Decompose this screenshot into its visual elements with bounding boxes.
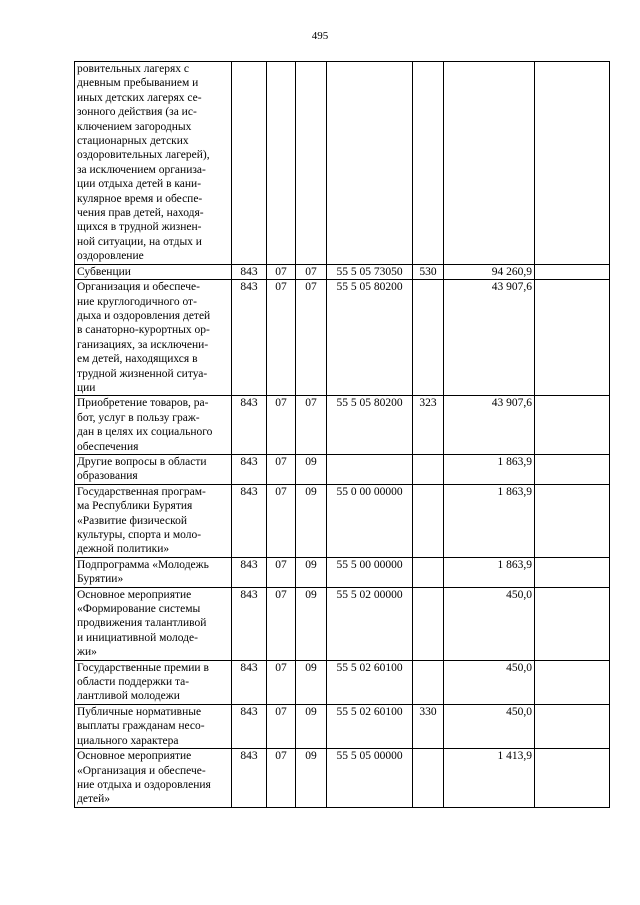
target-article-cell: 55 5 02 00000 [327,587,413,660]
amount-cell: 43 907,6 [444,280,535,396]
ministry-code-cell: 843 [232,587,267,660]
section-code-cell: 07 [267,660,296,704]
subsection-code-cell [296,62,327,265]
budget-table [74,61,610,808]
ministry-code-cell [232,62,267,265]
section-code-cell: 07 [267,396,296,455]
target-article-cell [327,454,413,484]
target-article-cell: 55 5 05 00000 [327,749,413,808]
row-name-cell: Субвенции [75,264,232,279]
expense-type-cell [413,62,444,265]
amount-cell: 94 260,9 [444,264,535,279]
subsection-code-cell: 09 [296,749,327,808]
expense-type-cell: 323 [413,396,444,455]
table-row [75,660,610,704]
table-row [75,557,610,587]
target-article-cell [327,62,413,265]
amount-cell: 1 863,9 [444,484,535,557]
amount-cell [444,62,535,265]
budget-table-body [75,62,610,808]
empty-cell [535,484,610,557]
expense-type-cell [413,749,444,808]
subsection-code-cell: 09 [296,484,327,557]
page-number: 495 [311,30,329,42]
subsection-code-cell: 09 [296,557,327,587]
ministry-code-cell: 843 [232,264,267,279]
ministry-code-cell: 843 [232,280,267,396]
table-row [75,749,610,808]
empty-cell [535,749,610,808]
table-row [75,587,610,660]
amount-cell: 1 863,9 [444,557,535,587]
expense-type-cell: 530 [413,264,444,279]
row-name-cell: Основное мероприятие «Организация и обеспече- ние отдыха и оздоровления детей» [75,749,232,808]
subsection-code-cell: 07 [296,264,327,279]
section-code-cell: 07 [267,749,296,808]
expense-type-cell [413,557,444,587]
expense-type-cell [413,587,444,660]
empty-cell [535,396,610,455]
ministry-code-cell: 843 [232,557,267,587]
section-code-cell: 07 [267,264,296,279]
ministry-code-cell: 843 [232,660,267,704]
ministry-code-cell: 843 [232,484,267,557]
target-article-cell: 55 5 05 73050 [327,264,413,279]
empty-cell [535,280,610,396]
table-row [75,264,610,279]
table-row [75,704,610,748]
section-code-cell: 07 [267,484,296,557]
empty-cell [535,587,610,660]
ministry-code-cell: 843 [232,396,267,455]
subsection-code-cell: 09 [296,704,327,748]
amount-cell: 450,0 [444,587,535,660]
amount-cell: 450,0 [444,660,535,704]
amount-cell: 1 413,9 [444,749,535,808]
expense-type-cell [413,280,444,396]
row-name-cell: Другие вопросы в области образования [75,454,232,484]
expense-type-cell: 330 [413,704,444,748]
section-code-cell: 07 [267,454,296,484]
section-code-cell: 07 [267,280,296,396]
empty-cell [535,454,610,484]
section-code-cell: 07 [267,587,296,660]
empty-cell [535,660,610,704]
target-article-cell: 55 5 05 80200 [327,280,413,396]
subsection-code-cell: 07 [296,280,327,396]
ministry-code-cell: 843 [232,749,267,808]
target-article-cell: 55 5 02 60100 [327,704,413,748]
empty-cell [535,704,610,748]
subsection-code-cell: 09 [296,454,327,484]
row-name-cell: Организация и обеспече- ние круглогодичного от- дыха и оздоровления детей в санаторно-курортных ор- ганизациях, за исключени- ем детей, находящихся в трудной жизненной ситуа- ции [75,280,232,396]
table-row [75,484,610,557]
target-article-cell: 55 5 00 00000 [327,557,413,587]
target-article-cell: 55 5 02 60100 [327,660,413,704]
expense-type-cell [413,660,444,704]
row-name-cell: Основное мероприятие «Формирование системы продвижения талантливой и инициативной молоде- жи» [75,587,232,660]
empty-cell [535,264,610,279]
row-name-cell: Приобретение товаров, ра- бот, услуг в пользу граж- дан в целях их социального обеспечения [75,396,232,455]
target-article-cell: 55 0 00 00000 [327,484,413,557]
row-name-cell: Публичные нормативные выплаты гражданам несо- циального характера [75,704,232,748]
section-code-cell: 07 [267,704,296,748]
row-name-cell: ровительных лагерях с дневным пребыванием и иных детских лагерях се- зонного действия (за ис- ключением загородных стационарных детских оздоровительных лагерей), за исключением организа- ции отдыха детей в кани- кулярное время и обеспе- чения прав детей, находя- щихся в трудной жизнен- ной ситуации, на отдых и оздоровление [75,62,232,265]
amount-cell: 1 863,9 [444,454,535,484]
amount-cell: 43 907,6 [444,396,535,455]
table-row [75,396,610,455]
ministry-code-cell: 843 [232,704,267,748]
ministry-code-cell: 843 [232,454,267,484]
empty-cell [535,62,610,265]
table-row [75,280,610,396]
table-row [75,454,610,484]
amount-cell: 450,0 [444,704,535,748]
section-code-cell: 07 [267,557,296,587]
target-article-cell: 55 5 05 80200 [327,396,413,455]
table-row [75,62,610,265]
subsection-code-cell: 09 [296,660,327,704]
row-name-cell: Государственные премии в области поддержки та- лантливой молодежи [75,660,232,704]
expense-type-cell [413,454,444,484]
empty-cell [535,557,610,587]
section-code-cell [267,62,296,265]
subsection-code-cell: 07 [296,396,327,455]
row-name-cell: Государственная програм- ма Республики Бурятия «Развитие физической культуры, спорта и моло- дежной политики» [75,484,232,557]
subsection-code-cell: 09 [296,587,327,660]
row-name-cell: Подпрограмма «Молодежь Бурятии» [75,557,232,587]
expense-type-cell [413,484,444,557]
